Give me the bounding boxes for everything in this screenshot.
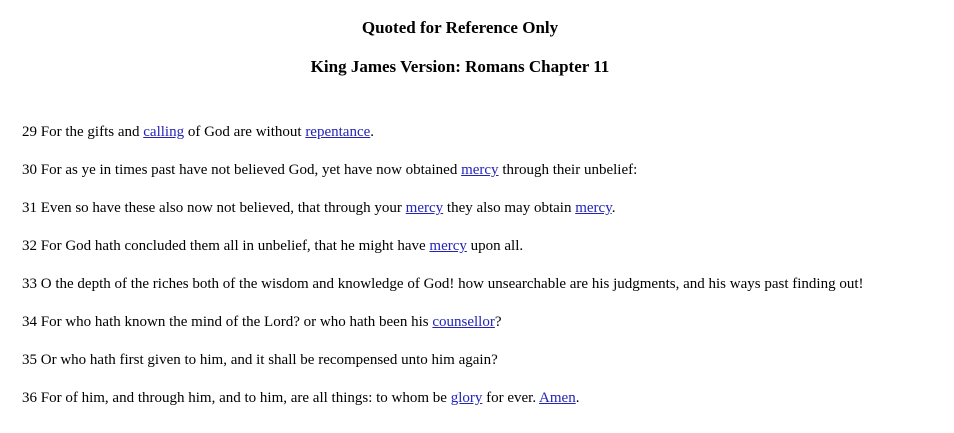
word-link-calling[interactable]: calling xyxy=(143,124,185,140)
verse-item xyxy=(22,312,947,350)
reference-notice: Quoted for Reference Only xyxy=(361,18,559,37)
verse-text: 34 For who hath known the mind of the Lord? or who hath been his xyxy=(22,314,433,330)
verse-text: 32 For God hath concluded them all in unbelief, that he might have xyxy=(22,238,430,254)
verse-text: of God are without xyxy=(184,124,306,140)
verse-item xyxy=(22,122,947,160)
verse-item xyxy=(22,350,947,388)
verse-text: 30 For as ye in times past have not believed God, yet have now obtained xyxy=(22,162,462,178)
verse-item xyxy=(22,160,947,198)
word-link-mercy[interactable]: mercy xyxy=(429,238,467,254)
verse-item xyxy=(22,236,947,274)
verse-text: 31 Even so have these also now not believed, that through your xyxy=(22,200,406,216)
word-link-mercy[interactable]: mercy xyxy=(461,162,499,178)
verse-text: 29 For the gifts and xyxy=(22,124,144,140)
word-link-counsellor[interactable]: counsellor xyxy=(432,314,495,330)
verse-text: for ever. xyxy=(482,390,540,406)
chapter-title: King James Version: Romans Chapter 11 xyxy=(310,57,610,76)
word-link-repentance[interactable]: repentance xyxy=(305,124,371,140)
verse-text: . xyxy=(370,124,375,140)
verse-item xyxy=(22,388,947,426)
verse-text: ? xyxy=(494,314,502,330)
verse-item xyxy=(22,198,947,236)
verse-text: 33 O the depth of the riches both of the wisdom and knowledge of God! how unsearchable are his judgments, and his ways past finding out! xyxy=(22,276,864,292)
verse-list xyxy=(22,122,947,426)
verse-text: 36 For of him, and through him, and to him, are all things: to whom be xyxy=(22,390,451,406)
verse-text: they also may obtain xyxy=(443,200,576,216)
word-link-glory[interactable]: glory xyxy=(450,390,483,406)
verse-text: . xyxy=(611,200,616,216)
verse-text: 35 Or who hath first given to him, and it shall be recompensed unto him again? xyxy=(22,352,498,368)
verse-text: . xyxy=(575,390,580,406)
word-link-mercy[interactable]: mercy xyxy=(575,200,612,216)
word-link-mercy[interactable]: mercy xyxy=(405,200,444,216)
word-link-amen[interactable]: Amen xyxy=(539,390,576,406)
verse-item xyxy=(22,274,947,312)
verse-text: upon all. xyxy=(466,238,524,254)
verse-text: through their unbelief: xyxy=(498,162,638,178)
